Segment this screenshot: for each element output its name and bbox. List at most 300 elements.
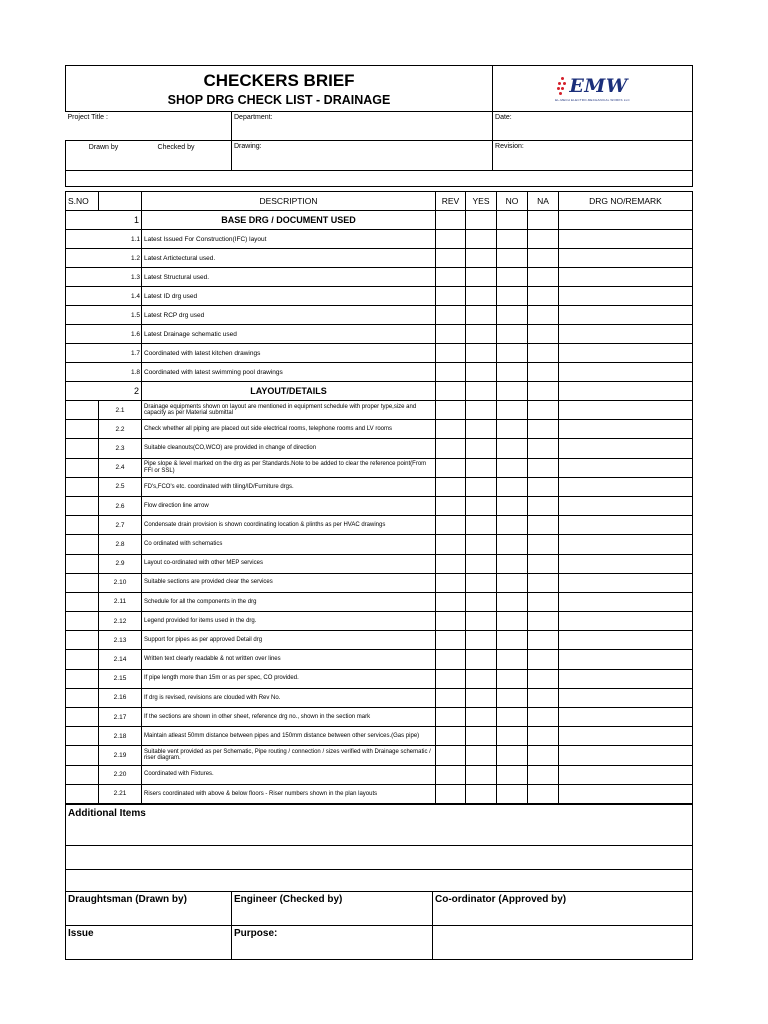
no-cell[interactable] bbox=[497, 688, 528, 707]
na-cell[interactable] bbox=[528, 727, 559, 746]
revision-label: Revision: bbox=[495, 143, 524, 150]
drawing-label: Drawing: bbox=[234, 143, 262, 150]
item-description: Suitable cleanouts(CO,WCO) are provided in change of direction bbox=[142, 439, 436, 458]
no-cell[interactable] bbox=[497, 401, 528, 420]
section-number: 2 bbox=[66, 382, 142, 401]
item-blank bbox=[66, 669, 99, 688]
no-cell[interactable] bbox=[497, 363, 528, 382]
yes-cell[interactable] bbox=[466, 516, 497, 535]
drawing-field[interactable] bbox=[232, 141, 493, 171]
item-description: Co ordinated with schematics bbox=[142, 535, 436, 554]
item-description: Latest Structural used. bbox=[142, 268, 436, 287]
yes-cell[interactable] bbox=[466, 554, 497, 573]
remark-cell[interactable] bbox=[559, 784, 693, 803]
section-2 bbox=[66, 382, 693, 804]
yes-cell[interactable] bbox=[466, 708, 497, 727]
item-blank bbox=[66, 708, 99, 727]
remark-cell[interactable] bbox=[559, 230, 693, 249]
item-description: If the sections are shown in other sheet, reference drg no., shown in the section mark bbox=[142, 708, 436, 727]
checklist-row bbox=[66, 439, 693, 458]
item-description: Coordinated with Fixtures. bbox=[142, 765, 436, 784]
checklist-row bbox=[66, 477, 693, 496]
remark-cell[interactable] bbox=[559, 458, 693, 477]
yes-cell[interactable] bbox=[466, 746, 497, 765]
yes-cell[interactable] bbox=[466, 688, 497, 707]
checklist-row bbox=[66, 249, 693, 268]
checklist-row bbox=[66, 535, 693, 554]
rev-cell[interactable] bbox=[436, 363, 466, 382]
additional-items-cell bbox=[66, 804, 693, 845]
date-field[interactable] bbox=[493, 112, 693, 141]
rev-cell[interactable] bbox=[436, 784, 466, 803]
rev-cell[interactable] bbox=[436, 650, 466, 669]
item-number: 2.19 bbox=[99, 746, 142, 765]
yes-cell[interactable] bbox=[466, 306, 497, 325]
rev-cell[interactable] bbox=[436, 325, 466, 344]
item-number: 1.7 bbox=[66, 344, 142, 363]
no-cell[interactable] bbox=[497, 287, 528, 306]
na-cell[interactable] bbox=[528, 535, 559, 554]
remark-cell[interactable] bbox=[559, 746, 693, 765]
coordinator-label: Co-ordinator (Approved by) bbox=[435, 893, 567, 905]
na-cell[interactable] bbox=[528, 363, 559, 382]
na-cell[interactable] bbox=[528, 516, 559, 535]
no-cell[interactable] bbox=[497, 458, 528, 477]
remark-cell[interactable] bbox=[559, 401, 693, 420]
remark-cell[interactable] bbox=[559, 592, 693, 611]
blank-cell bbox=[433, 925, 693, 959]
engineer-signature-cell[interactable] bbox=[232, 891, 433, 925]
item-description: Latest Issued For Construction(IFC) layout bbox=[142, 230, 436, 249]
emw-logo bbox=[555, 75, 630, 102]
item-description: Coordinated with latest swimming pool drawings bbox=[142, 363, 436, 382]
section-1 bbox=[66, 211, 693, 382]
na-cell[interactable] bbox=[528, 554, 559, 573]
na-cell[interactable] bbox=[528, 268, 559, 287]
yes-cell[interactable] bbox=[466, 439, 497, 458]
item-number: 2.3 bbox=[99, 439, 142, 458]
rev-cell[interactable] bbox=[436, 344, 466, 363]
no-cell[interactable] bbox=[497, 439, 528, 458]
checklist-row bbox=[66, 765, 693, 784]
item-description: Latest Artictectural used. bbox=[142, 249, 436, 268]
na-cell[interactable] bbox=[528, 496, 559, 515]
na-cell[interactable] bbox=[528, 325, 559, 344]
purpose-label: Purpose: bbox=[234, 927, 278, 939]
item-number: 2.11 bbox=[99, 592, 142, 611]
no-cell[interactable] bbox=[497, 592, 528, 611]
logo-dots-icon bbox=[557, 76, 567, 96]
draughtsman-signature-cell[interactable] bbox=[66, 891, 232, 925]
col-sno: S.NO bbox=[66, 192, 99, 211]
rev-cell[interactable] bbox=[436, 573, 466, 592]
checklist-row bbox=[66, 708, 693, 727]
item-description: Suitable vent provided as per Schematic, Pipe routing / connection / sizes verified with Drainage schematic / riser diagram. bbox=[142, 746, 436, 765]
remark-cell[interactable] bbox=[559, 344, 693, 363]
remark-cell[interactable] bbox=[559, 688, 693, 707]
rev-cell[interactable] bbox=[436, 516, 466, 535]
remark-cell[interactable] bbox=[559, 650, 693, 669]
no-cell[interactable] bbox=[497, 516, 528, 535]
item-number: 2.12 bbox=[99, 612, 142, 631]
checklist-row bbox=[66, 631, 693, 650]
item-number: 2.17 bbox=[99, 708, 142, 727]
remark-cell[interactable] bbox=[559, 420, 693, 439]
item-description: Support for pipes as per approved Detail drg bbox=[142, 631, 436, 650]
na-cell[interactable] bbox=[528, 573, 559, 592]
no-cell[interactable] bbox=[497, 249, 528, 268]
na-cell[interactable] bbox=[528, 631, 559, 650]
na-cell[interactable] bbox=[528, 688, 559, 707]
item-blank bbox=[66, 650, 99, 669]
item-number: 2.20 bbox=[99, 765, 142, 784]
item-blank bbox=[66, 573, 99, 592]
yes-cell[interactable] bbox=[466, 249, 497, 268]
checklist-row bbox=[66, 230, 693, 249]
engineer-label: Engineer (Checked by) bbox=[234, 893, 343, 905]
header-table bbox=[65, 65, 693, 187]
item-blank bbox=[66, 458, 99, 477]
yes-cell[interactable] bbox=[466, 268, 497, 287]
date-label: Date: bbox=[495, 114, 512, 121]
page-subtitle: SHOP DRG CHECK LIST - DRAINAGE bbox=[167, 92, 391, 107]
no-cell[interactable] bbox=[497, 477, 528, 496]
item-description: Risers coordinated with above & below floors - Riser numbers shown in the plan layouts bbox=[142, 784, 436, 803]
col-no: NO bbox=[497, 192, 528, 211]
no-cell[interactable] bbox=[497, 708, 528, 727]
checklist-row bbox=[66, 727, 693, 746]
title-cell bbox=[66, 66, 493, 112]
checklist-row bbox=[66, 516, 693, 535]
yes-cell[interactable] bbox=[466, 230, 497, 249]
col-remark: DRG NO/REMARK bbox=[559, 192, 693, 211]
no-cell[interactable] bbox=[497, 784, 528, 803]
checklist-row bbox=[66, 401, 693, 420]
yes-cell[interactable] bbox=[466, 287, 497, 306]
item-description: Latest Drainage schematic used bbox=[142, 325, 436, 344]
issue-label: Issue bbox=[68, 927, 94, 939]
na-cell[interactable] bbox=[528, 420, 559, 439]
no-cell[interactable] bbox=[497, 325, 528, 344]
checklist-row bbox=[66, 573, 693, 592]
checklist-row bbox=[66, 669, 693, 688]
na-cell[interactable] bbox=[528, 784, 559, 803]
na-cell[interactable] bbox=[528, 287, 559, 306]
remark-cell[interactable] bbox=[559, 631, 693, 650]
yes-cell[interactable] bbox=[466, 325, 497, 344]
item-description: Drainage equipments shown on layout are mentioned in equipment schedule with proper type,size and capacity as per Material submittal bbox=[142, 401, 436, 420]
remark-cell[interactable] bbox=[559, 363, 693, 382]
checklist-row bbox=[66, 746, 693, 765]
item-description: If pipe length more than 15m or as per spec, CO provided. bbox=[142, 669, 436, 688]
rev-cell[interactable] bbox=[436, 230, 466, 249]
checklist-row bbox=[66, 420, 693, 439]
na-cell[interactable] bbox=[528, 612, 559, 631]
issue-cell[interactable] bbox=[66, 925, 232, 959]
rev-cell[interactable] bbox=[436, 746, 466, 765]
rev-cell[interactable] bbox=[436, 249, 466, 268]
item-description: Legend provided for items used in the drg. bbox=[142, 612, 436, 631]
item-description: Maintain atleast 50mm distance between pipes and 150mm distance between other services.(Gas pipe) bbox=[142, 727, 436, 746]
remark-cell[interactable] bbox=[559, 439, 693, 458]
remark-cell[interactable] bbox=[559, 249, 693, 268]
footer-table bbox=[65, 804, 693, 960]
col-na: NA bbox=[528, 192, 559, 211]
no-cell[interactable] bbox=[497, 535, 528, 554]
item-number: 1.5 bbox=[66, 306, 142, 325]
item-description: FD's,FCO's etc. coordinated with tiling/ID/Furniture drgs. bbox=[142, 477, 436, 496]
no-cell[interactable] bbox=[497, 268, 528, 287]
drawn-checked-cell bbox=[66, 141, 232, 171]
remark-cell[interactable] bbox=[559, 554, 693, 573]
rev-cell[interactable] bbox=[436, 287, 466, 306]
logo-text: EMW bbox=[569, 75, 628, 97]
header-spacer-row bbox=[66, 171, 693, 187]
draughtsman-label: Draughtsman (Drawn by) bbox=[68, 893, 187, 905]
rev-cell[interactable] bbox=[436, 477, 466, 496]
remark-cell[interactable] bbox=[559, 268, 693, 287]
item-blank bbox=[66, 496, 99, 515]
no-cell[interactable] bbox=[497, 746, 528, 765]
column-header-row bbox=[66, 192, 693, 211]
rev-cell[interactable] bbox=[436, 612, 466, 631]
yes-cell[interactable] bbox=[466, 535, 497, 554]
no-cell[interactable] bbox=[497, 230, 528, 249]
checklist-row bbox=[66, 344, 693, 363]
coordinator-signature-cell[interactable] bbox=[433, 891, 693, 925]
yes-cell[interactable] bbox=[466, 477, 497, 496]
na-cell[interactable] bbox=[528, 249, 559, 268]
project-title-field[interactable] bbox=[66, 112, 232, 141]
checklist-row bbox=[66, 363, 693, 382]
no-cell[interactable] bbox=[497, 496, 528, 515]
item-number: 2.5 bbox=[99, 477, 142, 496]
item-description: Layout co-ordinated with other MEP services bbox=[142, 554, 436, 573]
col-rev: REV bbox=[436, 192, 466, 211]
project-title-label: Project Title : bbox=[67, 114, 108, 121]
na-cell[interactable] bbox=[528, 746, 559, 765]
na-cell[interactable] bbox=[528, 344, 559, 363]
yes-cell[interactable] bbox=[466, 612, 497, 631]
item-blank bbox=[66, 516, 99, 535]
revision-field[interactable] bbox=[493, 141, 693, 171]
yes-cell[interactable] bbox=[466, 631, 497, 650]
item-blank bbox=[66, 746, 99, 765]
no-cell[interactable] bbox=[497, 612, 528, 631]
no-cell[interactable] bbox=[497, 344, 528, 363]
no-cell[interactable] bbox=[497, 765, 528, 784]
col-sub bbox=[99, 192, 142, 211]
yes-cell[interactable] bbox=[466, 344, 497, 363]
checklist-row bbox=[66, 325, 693, 344]
department-label: Department: bbox=[234, 114, 273, 121]
item-number: 2.18 bbox=[99, 727, 142, 746]
yes-cell[interactable] bbox=[466, 669, 497, 688]
purpose-cell[interactable] bbox=[232, 925, 433, 959]
checklist-row bbox=[66, 287, 693, 306]
remark-cell[interactable] bbox=[559, 306, 693, 325]
section-header-row bbox=[66, 382, 693, 401]
checklist-row bbox=[66, 612, 693, 631]
item-number: 2.14 bbox=[99, 650, 142, 669]
item-number: 2.9 bbox=[99, 554, 142, 573]
checked-by-label: Checked by bbox=[157, 144, 195, 151]
item-number: 2.7 bbox=[99, 516, 142, 535]
section-title: BASE DRG / DOCUMENT USED bbox=[142, 211, 436, 230]
yes-cell[interactable] bbox=[466, 401, 497, 420]
rev-cell[interactable] bbox=[436, 631, 466, 650]
item-number: 2.15 bbox=[99, 669, 142, 688]
no-cell[interactable] bbox=[497, 631, 528, 650]
yes-cell[interactable] bbox=[466, 592, 497, 611]
remark-cell[interactable] bbox=[559, 612, 693, 631]
rev-cell[interactable] bbox=[436, 535, 466, 554]
item-blank bbox=[66, 401, 99, 420]
item-number: 1.3 bbox=[66, 268, 142, 287]
additional-items-line-2[interactable] bbox=[66, 869, 693, 891]
remark-cell[interactable] bbox=[559, 535, 693, 554]
rev-cell[interactable] bbox=[436, 268, 466, 287]
item-number: 1.4 bbox=[66, 287, 142, 306]
item-description: Check whether all piping are placed out side electrical rooms, telephone rooms and LV rooms bbox=[142, 420, 436, 439]
remark-cell[interactable] bbox=[559, 708, 693, 727]
item-description: Schedule for all the components in the drg bbox=[142, 592, 436, 611]
yes-cell[interactable] bbox=[466, 573, 497, 592]
yes-cell[interactable] bbox=[466, 650, 497, 669]
section-number: 1 bbox=[66, 211, 142, 230]
rev-cell[interactable] bbox=[436, 727, 466, 746]
col-yes: YES bbox=[466, 192, 497, 211]
item-description: Latest RCP drg used bbox=[142, 306, 436, 325]
item-blank bbox=[66, 631, 99, 650]
na-cell[interactable] bbox=[528, 650, 559, 669]
remark-cell[interactable] bbox=[559, 287, 693, 306]
item-number: 2.1 bbox=[99, 401, 142, 420]
page-title: CHECKERS BRIEF bbox=[203, 70, 355, 90]
yes-cell[interactable] bbox=[466, 458, 497, 477]
drawn-by-label: Drawn by bbox=[88, 144, 119, 151]
rev-cell[interactable] bbox=[436, 458, 466, 477]
item-number: 2.13 bbox=[99, 631, 142, 650]
na-cell[interactable] bbox=[528, 765, 559, 784]
item-description: Coordinated with latest kitchen drawings bbox=[142, 344, 436, 363]
item-blank bbox=[66, 765, 99, 784]
additional-items-line-1[interactable] bbox=[66, 845, 693, 869]
item-number: 1.2 bbox=[66, 249, 142, 268]
na-cell[interactable] bbox=[528, 306, 559, 325]
remark-cell[interactable] bbox=[559, 669, 693, 688]
no-cell[interactable] bbox=[497, 554, 528, 573]
rev-cell[interactable] bbox=[436, 554, 466, 573]
rev-cell[interactable] bbox=[436, 420, 466, 439]
item-number: 1.6 bbox=[66, 325, 142, 344]
yes-cell[interactable] bbox=[466, 727, 497, 746]
item-number: 1.8 bbox=[66, 363, 142, 382]
rev-cell[interactable] bbox=[436, 496, 466, 515]
yes-cell[interactable] bbox=[466, 363, 497, 382]
item-number: 2.21 bbox=[99, 784, 142, 803]
remark-cell[interactable] bbox=[559, 727, 693, 746]
no-cell[interactable] bbox=[497, 650, 528, 669]
item-number: 1.1 bbox=[66, 230, 142, 249]
item-blank bbox=[66, 439, 99, 458]
yes-cell[interactable] bbox=[466, 765, 497, 784]
item-blank bbox=[66, 477, 99, 496]
na-cell[interactable] bbox=[528, 477, 559, 496]
remark-cell[interactable] bbox=[559, 765, 693, 784]
item-description: Suitable sections are provided clear the services bbox=[142, 573, 436, 592]
remark-cell[interactable] bbox=[559, 496, 693, 515]
checklist-row bbox=[66, 784, 693, 803]
item-blank bbox=[66, 554, 99, 573]
rev-cell[interactable] bbox=[436, 669, 466, 688]
checklist-row bbox=[66, 688, 693, 707]
remark-cell[interactable] bbox=[559, 573, 693, 592]
rev-cell[interactable] bbox=[436, 401, 466, 420]
no-cell[interactable] bbox=[497, 420, 528, 439]
item-description: Condensate drain provision is shown coordinating location & plinths as per HVAC drawings bbox=[142, 516, 436, 535]
item-description: Pipe slope & level marked on the drg as per Standards.Note to be added to clear the reference point(From FFl or SSL) bbox=[142, 458, 436, 477]
additional-items-title: Additional Items bbox=[68, 807, 146, 819]
rev-cell[interactable] bbox=[436, 306, 466, 325]
item-blank bbox=[66, 535, 99, 554]
checklist-row bbox=[66, 650, 693, 669]
no-cell[interactable] bbox=[497, 669, 528, 688]
na-cell[interactable] bbox=[528, 669, 559, 688]
no-cell[interactable] bbox=[497, 306, 528, 325]
item-description: Written text clearly readable & not written over lines bbox=[142, 650, 436, 669]
yes-cell[interactable] bbox=[466, 496, 497, 515]
na-cell[interactable] bbox=[528, 401, 559, 420]
no-cell[interactable] bbox=[497, 573, 528, 592]
na-cell[interactable] bbox=[528, 230, 559, 249]
item-blank bbox=[66, 784, 99, 803]
checklist-row bbox=[66, 458, 693, 477]
rev-cell[interactable] bbox=[436, 592, 466, 611]
yes-cell[interactable] bbox=[466, 784, 497, 803]
item-number: 2.6 bbox=[99, 496, 142, 515]
logo-caption: EL-MECH ELECTRO-MECHANICAL WORKS LLC bbox=[555, 98, 630, 102]
item-blank bbox=[66, 592, 99, 611]
item-number: 2.2 bbox=[99, 420, 142, 439]
department-field[interactable] bbox=[232, 112, 493, 141]
rev-cell[interactable] bbox=[436, 708, 466, 727]
checklist-row bbox=[66, 268, 693, 287]
na-cell[interactable] bbox=[528, 592, 559, 611]
checklist-row bbox=[66, 592, 693, 611]
yes-cell[interactable] bbox=[466, 420, 497, 439]
na-cell[interactable] bbox=[528, 458, 559, 477]
item-blank bbox=[66, 420, 99, 439]
item-blank bbox=[66, 727, 99, 746]
remark-cell[interactable] bbox=[559, 325, 693, 344]
section-header-row bbox=[66, 211, 693, 230]
na-cell[interactable] bbox=[528, 439, 559, 458]
checklist-sheet bbox=[65, 65, 692, 960]
item-number: 2.10 bbox=[99, 573, 142, 592]
no-cell[interactable] bbox=[497, 727, 528, 746]
remark-cell[interactable] bbox=[559, 516, 693, 535]
checklist-row bbox=[66, 306, 693, 325]
checklist-row bbox=[66, 496, 693, 515]
item-number: 2.8 bbox=[99, 535, 142, 554]
na-cell[interactable] bbox=[528, 708, 559, 727]
rev-cell[interactable] bbox=[436, 439, 466, 458]
item-blank bbox=[66, 688, 99, 707]
rev-cell[interactable] bbox=[436, 765, 466, 784]
rev-cell[interactable] bbox=[436, 688, 466, 707]
remark-cell[interactable] bbox=[559, 477, 693, 496]
